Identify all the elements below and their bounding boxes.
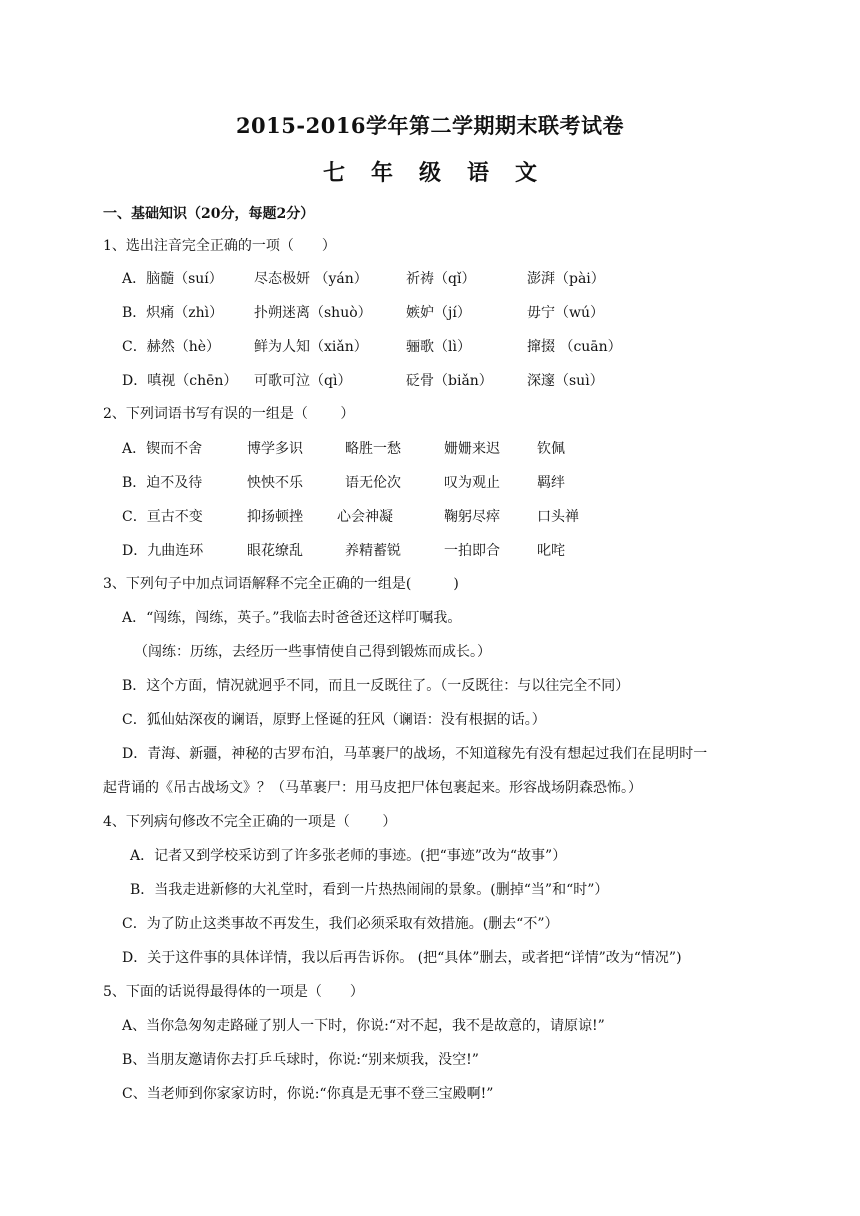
- q1-option-a-3: 祈祷（qǐ）: [406, 271, 476, 287]
- q2-option-b-5: 羁绊: [537, 475, 565, 491]
- q1-option-a-2: 尽态极妍 （yán）: [254, 271, 368, 287]
- q3-option-d-continued: 起背诵的《吊古战场文》？（马革裹尸：用马皮把尸体包裹起来。形容战场阴森恐怖。）: [103, 780, 642, 796]
- q2-option-d-5: 叱咤: [537, 543, 565, 559]
- q2-option-a-2: 博学多识: [247, 441, 303, 457]
- q1-option-c-3: 骊歌（lì）: [406, 339, 471, 355]
- question-4-stem: 4、下列病句修改不完全正确的一项是（ ）: [103, 814, 397, 830]
- q2-option-b-1: B．迫不及待: [122, 475, 203, 491]
- q2-option-c-5: 口头禅: [537, 509, 579, 525]
- question-1-stem: 1、选出注音完全正确的一项（ ）: [103, 238, 336, 254]
- question-2-stem: 2、下列词语书写有误的一组是（ ）: [103, 406, 355, 422]
- q5-option-b: B、当朋友邀请你去打乒乓球时，你说:“别来烦我，没空!”: [122, 1052, 479, 1068]
- question-3-stem: 3、下列句子中加点词语解释不完全正确的一组是( ): [103, 576, 459, 592]
- q2-option-b-3: 语无伦次: [345, 475, 401, 491]
- q1-option-a-1: A．脑髓（suí）: [122, 271, 223, 287]
- q1-option-b-2: 扑朔迷离（shuò）: [254, 305, 372, 321]
- q2-option-a-4: 姗姗来迟: [444, 441, 500, 457]
- q2-option-b-4: 叹为观止: [444, 475, 500, 491]
- q3-option-a-note: （闯练：历练，去经历一些事情使自己得到锻炼而成长。）: [134, 644, 491, 660]
- q2-option-c-2: 抑扬顿挫: [247, 509, 303, 525]
- q2-option-c-4: 鞠躬尽瘁: [444, 509, 500, 525]
- q3-option-c: C．狐仙姑深夜的谰语，原野上怪诞的狂风（谰语：没有根据的话。）: [122, 712, 546, 728]
- exam-subject: 七年级语文: [322, 160, 563, 186]
- q2-option-c-3: 心会神凝: [337, 509, 393, 525]
- q1-option-d-2: 可歌可泣（qì）: [254, 373, 352, 389]
- q3-option-b: B．这个方面，情况就迥乎不同，而且一反既往了。（一反既往：与以往完全不同）: [122, 678, 630, 694]
- question-5-stem: 5、下面的话说得最得体的一项是（ ）: [103, 984, 364, 1000]
- q4-option-c: C．为了防止这类事故不再发生，我们必须采取有效措施。(删去“不”）: [122, 916, 559, 932]
- q4-option-a: A．记者又到学校采访到了许多张老师的事迹。(把“事迹”改为“故事”）: [130, 848, 567, 864]
- q2-option-d-1: D．九曲连环: [122, 543, 204, 559]
- q5-option-a: A、当你急匆匆走路碰了别人一下时，你说:“对不起，我不是故意的，请原谅!”: [122, 1018, 605, 1034]
- q4-option-d: D．关于这件事的具体详情，我以后再告诉你。 (把“具体”删去，或者把“详情”改为“情况”): [122, 950, 682, 966]
- q5-option-c: C、当老师到你家家访时，你说:“你真是无事不登三宝殿啊!”: [122, 1086, 494, 1102]
- q1-option-c-2: 鲜为人知（xiǎn）: [254, 339, 368, 355]
- q2-option-b-2: 怏怏不乐: [247, 475, 303, 491]
- q1-option-c-4: 撺掇 （cuān）: [527, 339, 622, 355]
- q3-option-a: A．“闯练，闯练，英子。”我临去时爸爸还这样叮嘱我。: [122, 610, 462, 626]
- q2-option-a-5: 钦佩: [537, 441, 565, 457]
- q2-option-d-3: 养精蓄锐: [345, 543, 401, 559]
- q1-option-a-4: 澎湃（pài）: [527, 271, 605, 287]
- q1-option-b-1: B．炽痛（zhì）: [122, 305, 224, 321]
- q1-option-b-4: 毋宁（wú）: [527, 305, 604, 321]
- q2-option-a-1: A．锲而不舍: [122, 441, 203, 457]
- q1-option-b-3: 嫉妒（jí）: [406, 305, 471, 321]
- q2-option-c-1: C．亘古不变: [122, 509, 203, 525]
- q2-option-d-2: 眼花缭乱: [247, 543, 303, 559]
- q4-option-b: B．当我走进新修的大礼堂时，看到一片热热闹闹的景象。(删掉“当”和“时”）: [130, 882, 609, 898]
- q1-option-d-1: D．嗔视（chēn）: [122, 373, 238, 389]
- q2-option-d-4: 一拍即合: [444, 543, 500, 559]
- q3-option-d: D．青海、新疆，神秘的古罗布泊，马革裹尸的战场，不知道稼先有没有想起过我们在昆明时一: [122, 746, 708, 762]
- q1-option-d-3: 砭骨（biǎn）: [406, 373, 493, 389]
- section-heading: 一、基础知识（20分，每题2分）: [103, 206, 315, 222]
- exam-title: 2015-2016学年第二学期期末联考试卷: [235, 113, 625, 138]
- q2-option-a-3: 略胜一愁: [345, 441, 401, 457]
- q1-option-d-4: 深邃（suì）: [527, 373, 604, 389]
- q1-option-c-1: C．赫然（hè）: [122, 339, 221, 355]
